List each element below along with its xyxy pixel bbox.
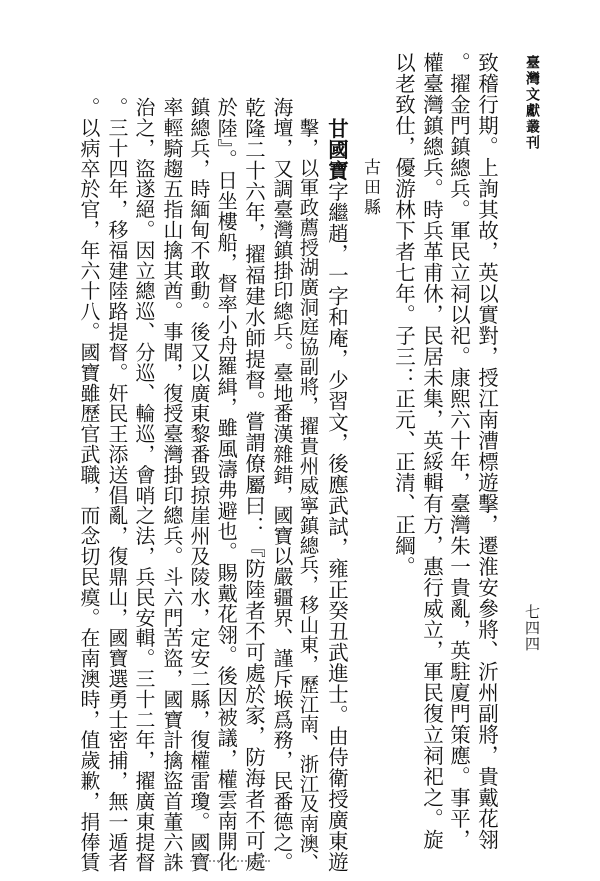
footer-scan-mark xyxy=(190,860,270,868)
text-column: 鎮總兵，時緬甸不敢動。後又以廣東黎番毀掠崖州及陵水，定安二縣，復權雷瓊。國寶 xyxy=(186,97,210,873)
text-column: 權臺灣鎮總兵。時兵革甫休，民居未集，英綏輯有方，惠行威立，軍民復立祠祀之。旋 xyxy=(419,52,444,850)
bio-first-column xyxy=(324,118,349,873)
text-column: 。三十四年，移福建陸路提督。奸民王添送倡亂，復鼎山，國寶選勇士密捕，無一遁者 xyxy=(104,97,128,873)
text-column: 。以病卒於官，年六十八。國寶雖歷官武職，而念切民瘼。在南澳時，值歲歉，捐俸賃 xyxy=(76,97,100,873)
section-heading: 古田縣 xyxy=(360,158,380,218)
text-column: 海壇，又調臺灣鎮掛印總兵。臺地番漢雜錯，國寶以嚴疆界、謹斥堠爲務，民番德之。 xyxy=(269,97,293,873)
bio-first-column-text: 字繼趙，一字和庵，少習文，後應武試，雍正癸丑武進士。由侍衛授廣東遊 xyxy=(324,180,349,873)
text-column: 擊，以軍政薦授湖廣洞庭協副將，擢貴州威寧鎮總兵，移山東，歷江南、浙江及南澳、 xyxy=(296,118,320,874)
page-number: 七四四 xyxy=(523,604,541,652)
text-column: 於陸』。日坐樓船，督率小舟羅緝，雖風濤弗避也。賜戴花翎。後因被議，權雲南開化 xyxy=(214,97,239,872)
text-column: 致稽行期。上詢其故，英以實對，授江南漕標遊擊，遷淮安參將、沂州副將，貴戴花翎 xyxy=(474,52,499,850)
running-header-title: 臺灣文獻叢刊 xyxy=(524,55,540,151)
text-column: 乾隆二十六年，擢福建水師提督。嘗謂僚屬曰：『防陸者不可處於家，防海者不可處 xyxy=(241,97,266,873)
text-column: 。擢金門鎮總兵。軍民立祠以祀。康熙六十年，臺灣朱一貴亂，英駐廈門策應。事平， xyxy=(446,52,471,850)
biography-name: 甘國寶 xyxy=(324,118,349,181)
text-column: 率輕騎趨五指山擒其酋。事聞，復授臺灣掛印總兵。斗六門苦盜，國寶計擒盜首董六誅 xyxy=(159,97,183,873)
text-column: 治之，盜遂絕。因立總巡、分巡、輪巡，會哨之法，兵民安輯。三十二年，擢廣東提督 xyxy=(131,97,155,873)
text-column: 以老致仕，優游林下者七年。子三：正元、正清、正綱。 xyxy=(391,52,416,577)
